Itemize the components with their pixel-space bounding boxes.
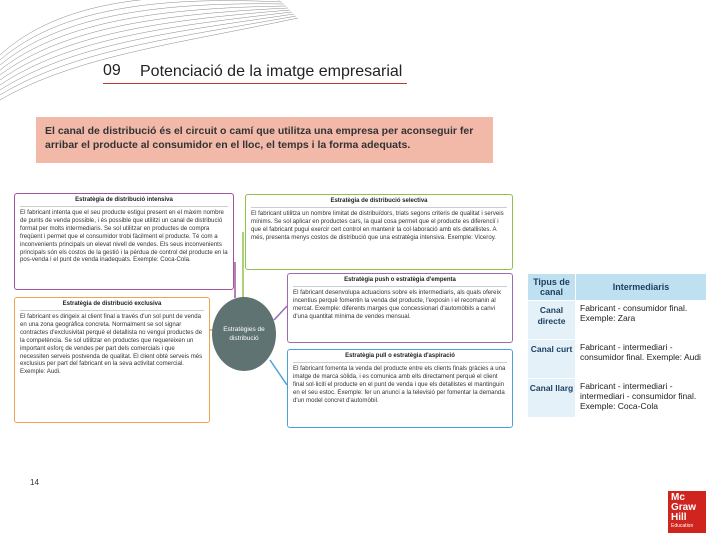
intermediaries-cell: Fabricant - intermediari - intermediari - consumidor final. Exemple: Coca-Cola xyxy=(576,379,707,418)
table-row xyxy=(528,301,707,340)
channel-types-table xyxy=(527,273,707,418)
page-number: 14 xyxy=(30,478,39,487)
column-header-channel-type: Tipus de canal xyxy=(528,274,576,301)
slide-title: Potenciació de la imatge empresarial xyxy=(140,63,403,80)
table-row xyxy=(528,340,707,379)
intensive-strategy-title: Estratègia de distribució intensiva xyxy=(20,196,228,207)
exclusive-strategy-box xyxy=(14,297,210,423)
logo-line-3: Hill xyxy=(671,512,687,523)
pull-strategy-text: El fabricant fomenta la venda del producte entre els clients finals gràcies a una imatge de marca sòlida, i es comunica amb ells directament perquè el client final sol·liciti el producte en el punt de venda i que els detallistes el mantinguin en el seu estoc. Exemple: fer un anunci a la televisió per fomentar la demanda d'un model concret d'automòbil. xyxy=(293,365,506,404)
selective-strategy-text: El fabricant utilitza un nombre limitat de distribuïdors, triats segons criteris de qualitat i serveis mínims. Se sol aplicar en productes cars, la qual cosa permet que el producte es diferenciï i que el fabricant pugui exercir cert control en mantenir la col·laboració amb els detallistes. A més, presenta menys costos de distribució que una estratègia intensiva. Exemple: Viceroy. xyxy=(251,210,504,241)
logo-line-2: Graw xyxy=(671,502,697,513)
distribution-strategies-hub: Estratègies de distribució xyxy=(212,297,276,371)
slide-number: 09 xyxy=(103,62,121,79)
pull-strategy-title: Estratègia pull o estratègia d'aspiració xyxy=(293,352,507,363)
logo-line-4: Education xyxy=(671,523,694,529)
intermediaries-cell: Fabricant - intermediari - consumidor final. Exemple: Audi xyxy=(576,340,707,379)
push-strategy-title: Estratègia push o estratègia d'empenta xyxy=(293,276,507,287)
channel-type-cell: Canal curt xyxy=(528,340,576,379)
title-underline xyxy=(103,83,407,84)
logo-line-1: Mc xyxy=(671,492,685,503)
intermediaries-cell: Fabricant - consumidor final. Exemple: Zara xyxy=(576,301,707,340)
channel-type-cell: Canal llarg xyxy=(528,379,576,418)
exclusive-strategy-text: El fabricant es dirigeix al client final a través d'un sol punt de venda en una zona geogràfica concreta. Normalment se sol signar contractes d'exclusivitat perquè el detallista no vengui productes de la competència. Se sol utilitzar en productes que requereixen un important esforç de vendes per part dels comercials i que necessiten serveis postvenda de qualitat. El client obté serveis més exclusius per part del fabricant en la seva activitat comercial. Exemple: Audi. xyxy=(20,313,203,376)
selective-strategy-box xyxy=(245,194,513,270)
selective-strategy-title: Estratègia de distribució selectiva xyxy=(251,197,507,208)
intensive-strategy-text: El fabricant intenta que el seu producte estigui present en el màxim nombre de punts de venda possible, i és possible que utilitzi un canal de distribució format per molts intermediaris. Se sol utilitzar en productes de compra freqüent i permet que el consumidor trobi fàcilment el producte. Té com a inconvenients principals un elevat nivell de vendes. Els seus inconvenients principals són els costos de la gestió i la pèrdua de control del producte en la pos-venda i el punt de venda inadequats. Exemple: Coca-Cola. xyxy=(20,209,228,264)
exclusive-strategy-title: Estratègia de distribució exclusiva xyxy=(20,300,204,311)
intensive-strategy-box xyxy=(14,193,234,290)
channel-type-cell: Canal directe xyxy=(528,301,576,340)
push-strategy-text: El fabricant desenvolupa actuacions sobre els intermediaris, als quals ofereix incentius perquè fomentin la venda del producte, l'exposin i el recomanin al mercat. Exemple: diferents marges que concessionari d'automòbils a canvi d'una quantitat mínima de vendes mensual. xyxy=(293,289,501,320)
table-header-row xyxy=(528,274,707,301)
pull-strategy-box xyxy=(287,349,513,428)
mcgraw-hill-logo xyxy=(668,491,706,533)
push-strategy-box xyxy=(287,273,513,343)
definition-box: El canal de distribució és el circuit o camí que utilitza una empresa per aconseguir fer arribar el producte al consumidor en el lloc, el temps i la forma adequats. xyxy=(36,117,493,163)
table-row xyxy=(528,379,707,418)
column-header-intermediaries: Intermediaris xyxy=(576,274,707,301)
decorative-swoosh xyxy=(0,0,300,110)
